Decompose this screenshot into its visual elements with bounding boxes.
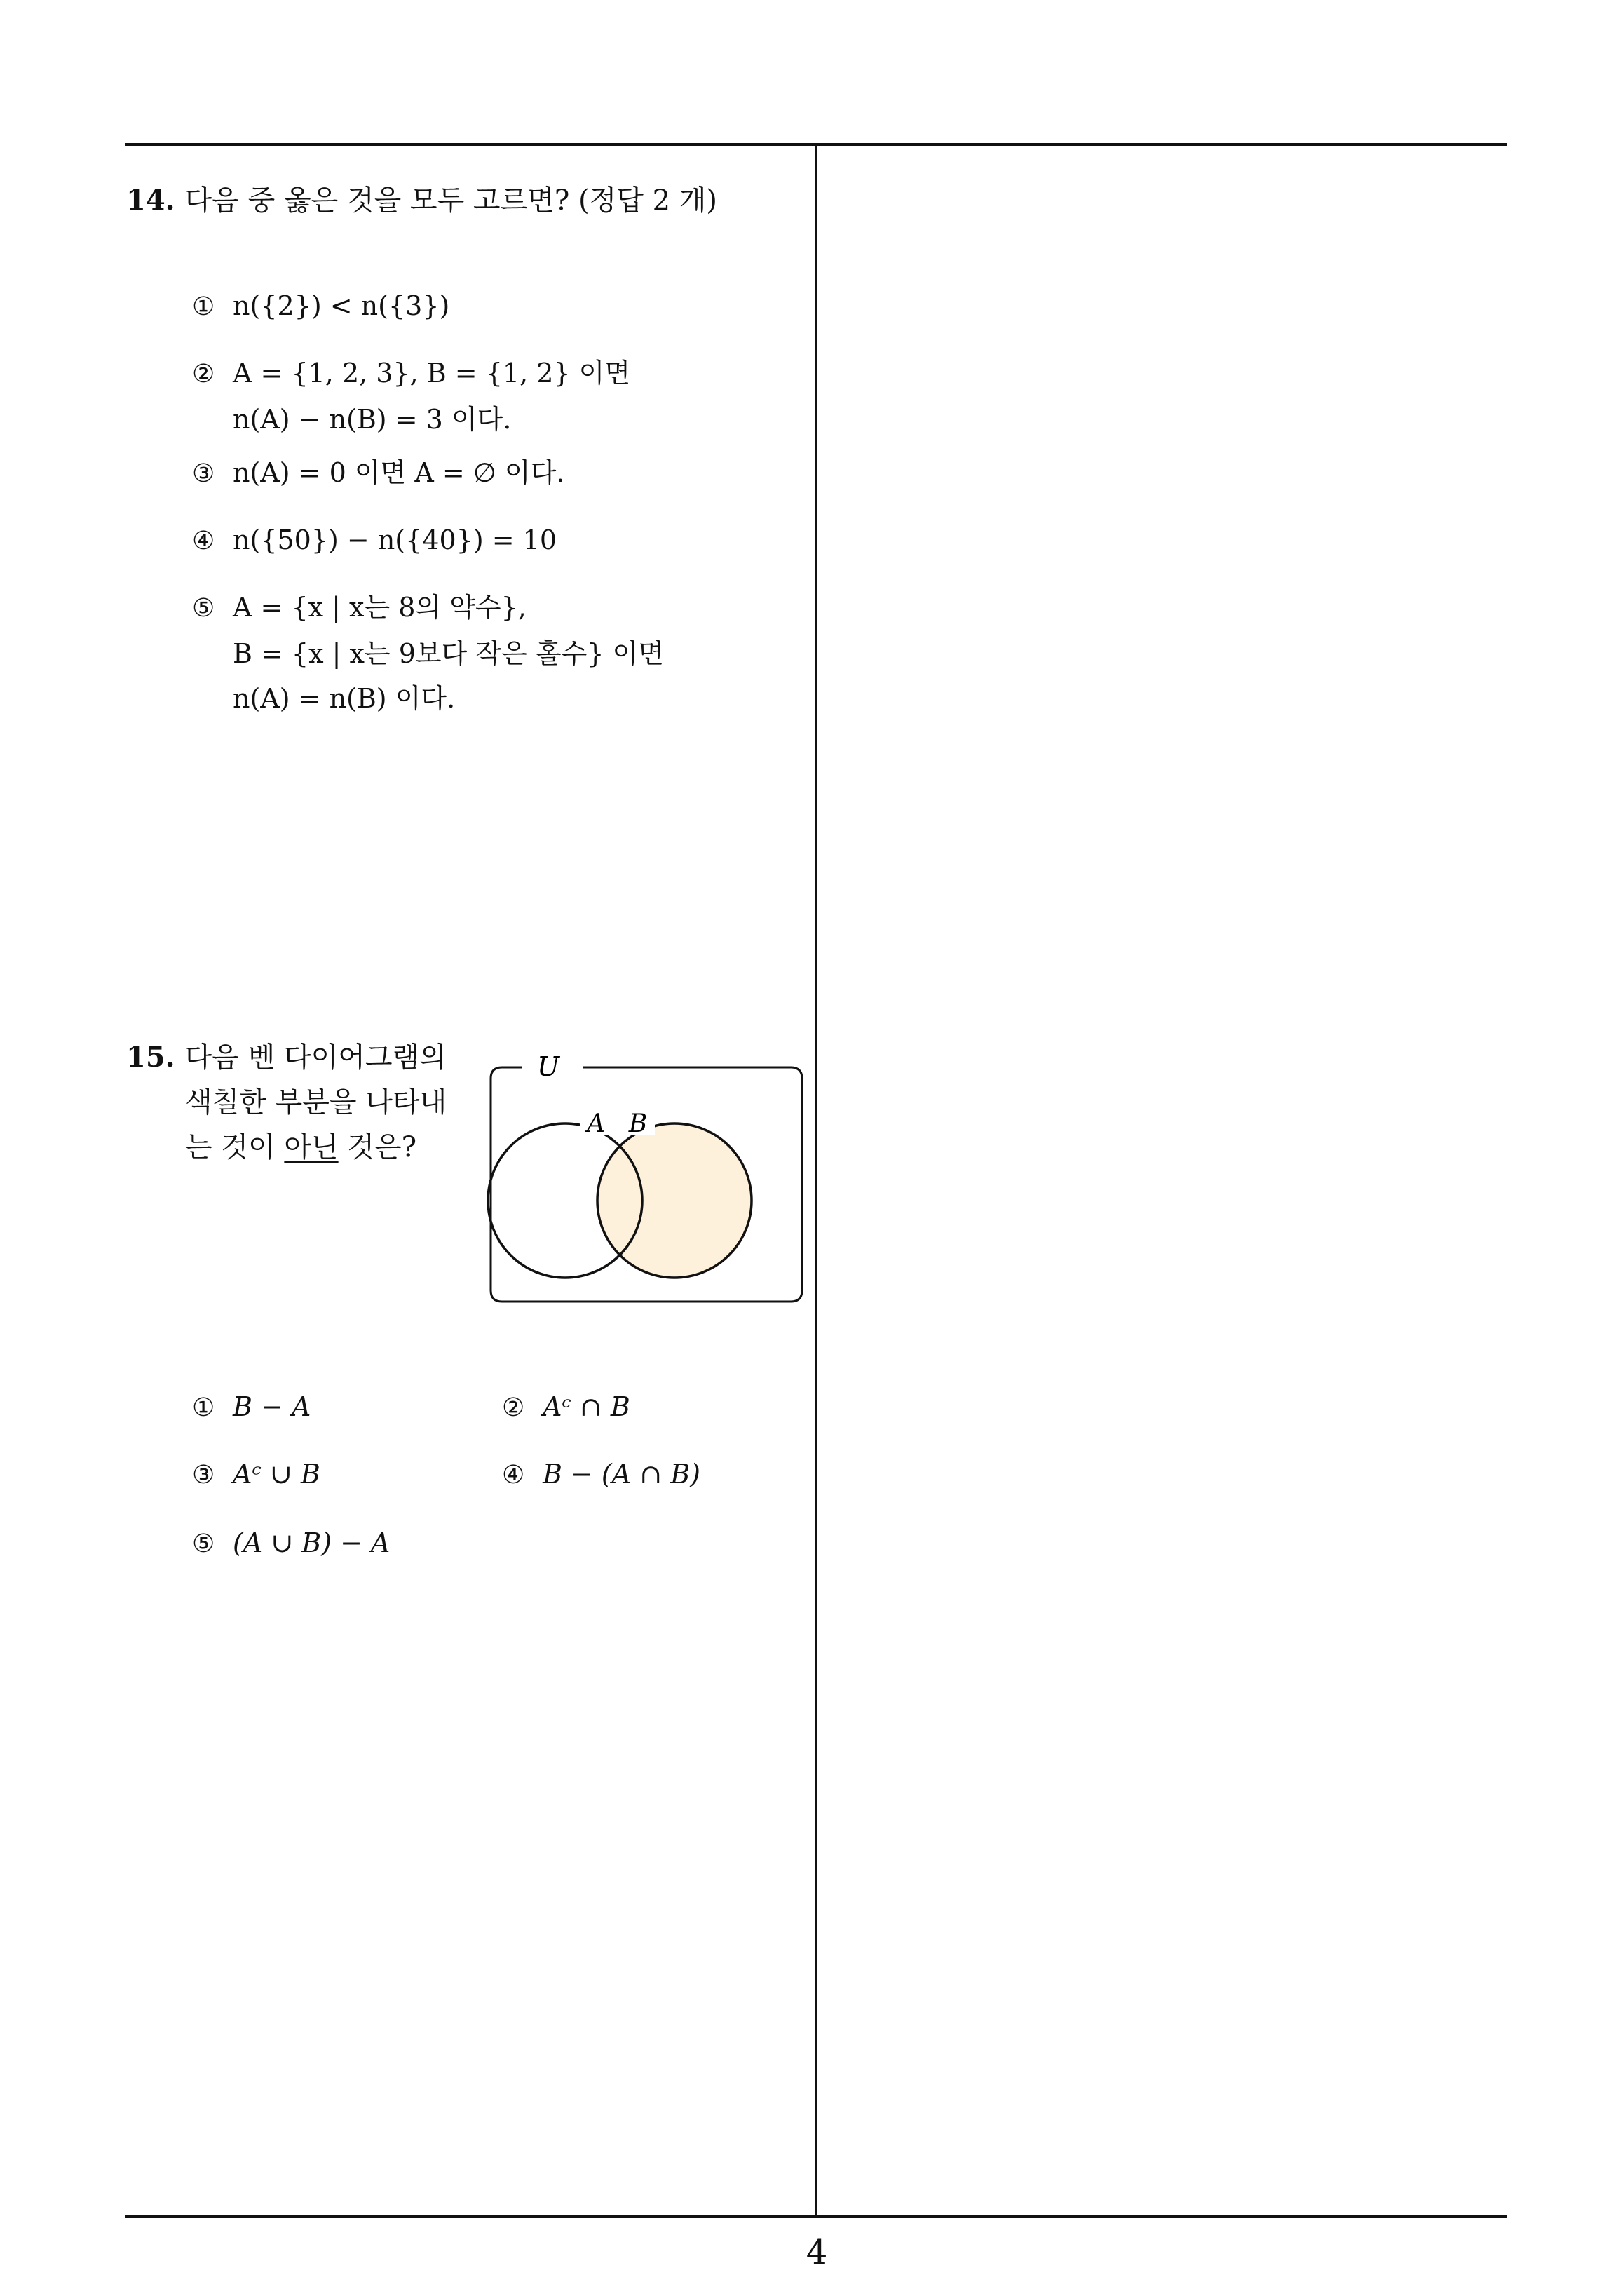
option-text: Aᶜ ∪ B xyxy=(233,1459,320,1490)
question-14-option-5[interactable] xyxy=(192,585,664,721)
option-text-line-2: B = {x | x는 9보다 작은 홀수} 이면 xyxy=(233,638,664,669)
option-text-line-3: n(A) = n(B) 이다. xyxy=(233,683,456,714)
option-mark: ⑤ xyxy=(192,1529,215,1558)
option-text: n({2}) < n({3}) xyxy=(233,290,450,321)
question-15-text-line-3-end: 것은? xyxy=(338,1131,417,1163)
option-text: (A ∪ B) − A xyxy=(233,1527,391,1558)
question-14-option-4[interactable] xyxy=(192,518,557,564)
question-15-option-4[interactable] xyxy=(502,1452,700,1498)
option-text-line-1: A = {x | x는 8의 약수}, xyxy=(233,592,527,623)
option-mark: ④ xyxy=(192,527,215,555)
question-15-text-line-1: 다음 벤 다이어그램의 xyxy=(184,1041,447,1074)
option-text: B − (A ∩ B) xyxy=(543,1459,700,1490)
question-14-text: 다음 중 옳은 것을 모두 고르면? (정답 2 개) xyxy=(184,184,718,217)
set-b-label: B xyxy=(628,1109,648,1138)
question-14-option-2[interactable] xyxy=(192,351,630,442)
option-mark: ② xyxy=(192,360,215,389)
column-divider xyxy=(815,143,817,2218)
option-text-line-1: A = {1, 2, 3}, B = {1, 2} 이면 xyxy=(233,358,631,389)
option-text: n(A) = 0 이면 A = ∅ 이다. xyxy=(233,457,565,488)
set-a-label: A xyxy=(587,1109,605,1138)
question-14-option-3[interactable] xyxy=(192,450,564,497)
option-mark: ③ xyxy=(192,459,215,488)
universe-label: U xyxy=(536,1051,560,1082)
option-mark: ④ xyxy=(502,1461,525,1490)
page-number: 4 xyxy=(806,2233,828,2272)
question-14-number: 14. xyxy=(126,184,175,217)
option-text: B − A xyxy=(233,1391,311,1422)
question-15-option-2[interactable] xyxy=(502,1384,630,1431)
option-mark: ③ xyxy=(192,1461,215,1490)
option-mark: ② xyxy=(502,1393,525,1422)
question-15-number: 15. xyxy=(126,1041,175,1074)
bottom-rule xyxy=(125,2215,1507,2218)
option-text: n({50}) − n({40}) = 10 xyxy=(233,525,557,555)
question-15-prompt xyxy=(126,1035,447,1170)
question-14-option-1[interactable] xyxy=(192,283,449,330)
question-14-prompt xyxy=(126,178,717,223)
option-text-line-2: n(A) − n(B) = 3 이다. xyxy=(233,404,512,435)
question-15-text-line-2: 색칠한 부분을 나타내 xyxy=(185,1086,447,1119)
question-15-option-1[interactable] xyxy=(192,1384,311,1431)
option-mark: ① xyxy=(192,1393,215,1422)
option-mark: ⑤ xyxy=(192,594,215,623)
question-15-text-line-3-start: 는 것이 xyxy=(185,1131,285,1163)
venn-diagram xyxy=(485,1045,808,1304)
option-text: Aᶜ ∩ B xyxy=(543,1391,630,1422)
underlined-word: 아닌 xyxy=(284,1131,339,1163)
question-15-option-3[interactable] xyxy=(192,1452,320,1498)
question-15-text-line-3 xyxy=(126,1125,447,1170)
option-mark: ① xyxy=(192,292,215,321)
question-15-option-5[interactable] xyxy=(192,1520,390,1567)
